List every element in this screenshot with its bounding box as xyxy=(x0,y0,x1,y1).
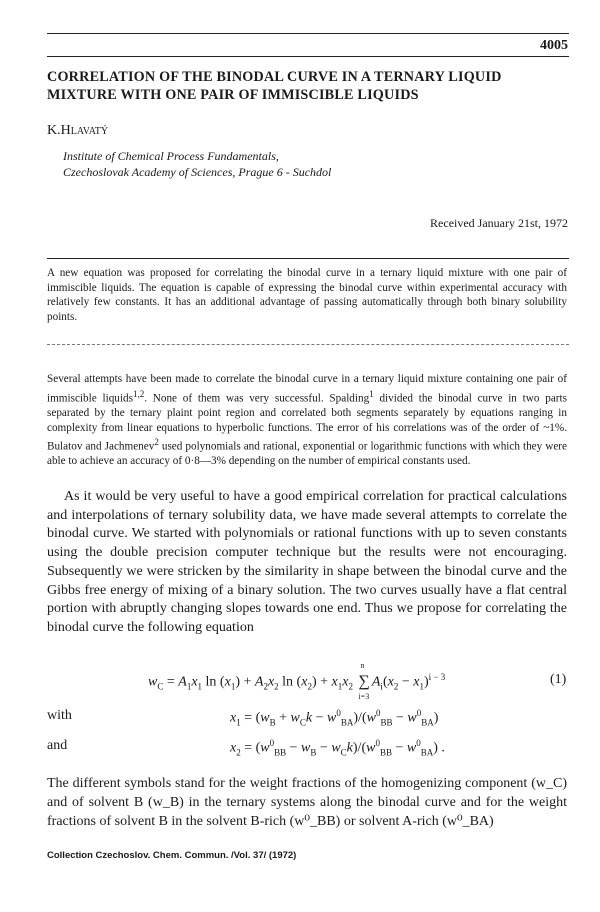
equation-x1: $x_1 = (w_B + w_Ck - w^0_{BA})/(w^0_{BB} - w^0_{BA})$ xyxy=(230,708,439,728)
footer-citation: Collection Czechoslov. Chem. Commun. /Vol. 37/ (1972) xyxy=(47,850,297,861)
author-name: K.Hlavatý xyxy=(47,123,109,138)
top-rule xyxy=(47,33,569,34)
received-date: Received January 21st, 1972 xyxy=(430,216,568,230)
intro-text-2: . None of them was very successful. Spalding xyxy=(144,392,370,405)
intro-ref-1: 1,2 xyxy=(132,388,145,399)
with-label: with xyxy=(47,708,72,723)
introduction-paragraph xyxy=(47,372,567,469)
author xyxy=(47,123,108,139)
header-rule xyxy=(47,56,569,57)
intro-text-1: Several attempts have been made to correlate the binodal curve in a ternary liquid mixture containing one pair of immiscible liquids xyxy=(47,373,567,405)
sum-upper-limit: n xyxy=(360,660,365,670)
summation-symbol: ∑ n i=3 xyxy=(358,660,370,701)
abstract: A new equation was proposed for correlating the binodal curve in a ternary liquid mixture with one pair of immiscible liquids. The equation is capable of expressing the binodal curve within experimental accuracy with relatively few constants. It has an additional advantage of passing automatically through both binary solubility points. xyxy=(47,267,567,323)
intro-text-4: used polynomials and rational, exponential or logarithmic functions with which they were able to achieve an accuracy of 0·8—3% depending on the number of empirical constants used. xyxy=(47,440,567,468)
article-title: CORRELATION OF THE BINODAL CURVE IN A TERNARY LIQUID MIXTURE WITH ONE PAIR OF IMMISCIBLE LIQUIDS xyxy=(47,69,502,103)
and-label: and xyxy=(47,738,68,753)
abstract-top-rule xyxy=(47,258,569,259)
abstract-bottom-rule xyxy=(47,344,569,345)
sum-lower-limit: i=3 xyxy=(358,691,370,701)
equation-1: $w_C = A_1x_1$ $\ln (x_1) + A_2x_2$ $\ln (x_2) + x_1x_2$ ∑ n i=3 $A_i(x_2 - x_1)^{i - 3}$ xyxy=(148,660,446,701)
affiliation xyxy=(63,148,331,180)
body-paragraph-1: As it would be very useful to have a good empirical correlation for practical calculations and interpolations of ternary solubility data, we have made several attempts to correlate the binodal curve. We started with polynomials or rational functions with up to seven constants using the double precision computer technique but the results were not encouraging. Subsequently we were stricken by the similarity in shape between the binodal curve and the Gibbs free energy of mixing of a binary solution. The two curves usually have a flat central portion with abruptly changing slopes towards one end. Thus we propose for correlating the binodal curve the following equation xyxy=(47,489,567,635)
equation-label: (1) xyxy=(550,672,567,687)
affiliation-line1: Institute of Chemical Process Fundamentals, xyxy=(63,149,279,163)
intro-ref-2: 1 xyxy=(369,388,374,399)
intro-ref-3: 2 xyxy=(154,437,159,448)
body-paragraph-2: The different symbols stand for the weight fractions of the homogenizing component (w_C) and of solvent B (w_B) in the ternary systems along the binodal curve and for the weight fractions of solvent B in the solvent B-rich (w⁰_BB) or solvent A-rich (w⁰_BA) xyxy=(47,776,567,829)
equation-x2: $x_2 = (w^0_{BB} - w_B - w_Ck)/(w^0_{BB} - w^0_{BA})$ . xyxy=(230,738,445,758)
page-number: 4005 xyxy=(540,38,568,53)
affiliation-line2: Czechoslovak Academy of Sciences, Prague 6 - Suchdol xyxy=(63,165,332,179)
intro-text-3: divided the binodal curve in two parts separated by the ternary plaint point region and correlated both segments separately by equations ranging in complexity from linear equations to hyperbolic functions. The error of his correlations was of the order of ~1%. Bulatov and Jachmenev xyxy=(47,392,567,453)
